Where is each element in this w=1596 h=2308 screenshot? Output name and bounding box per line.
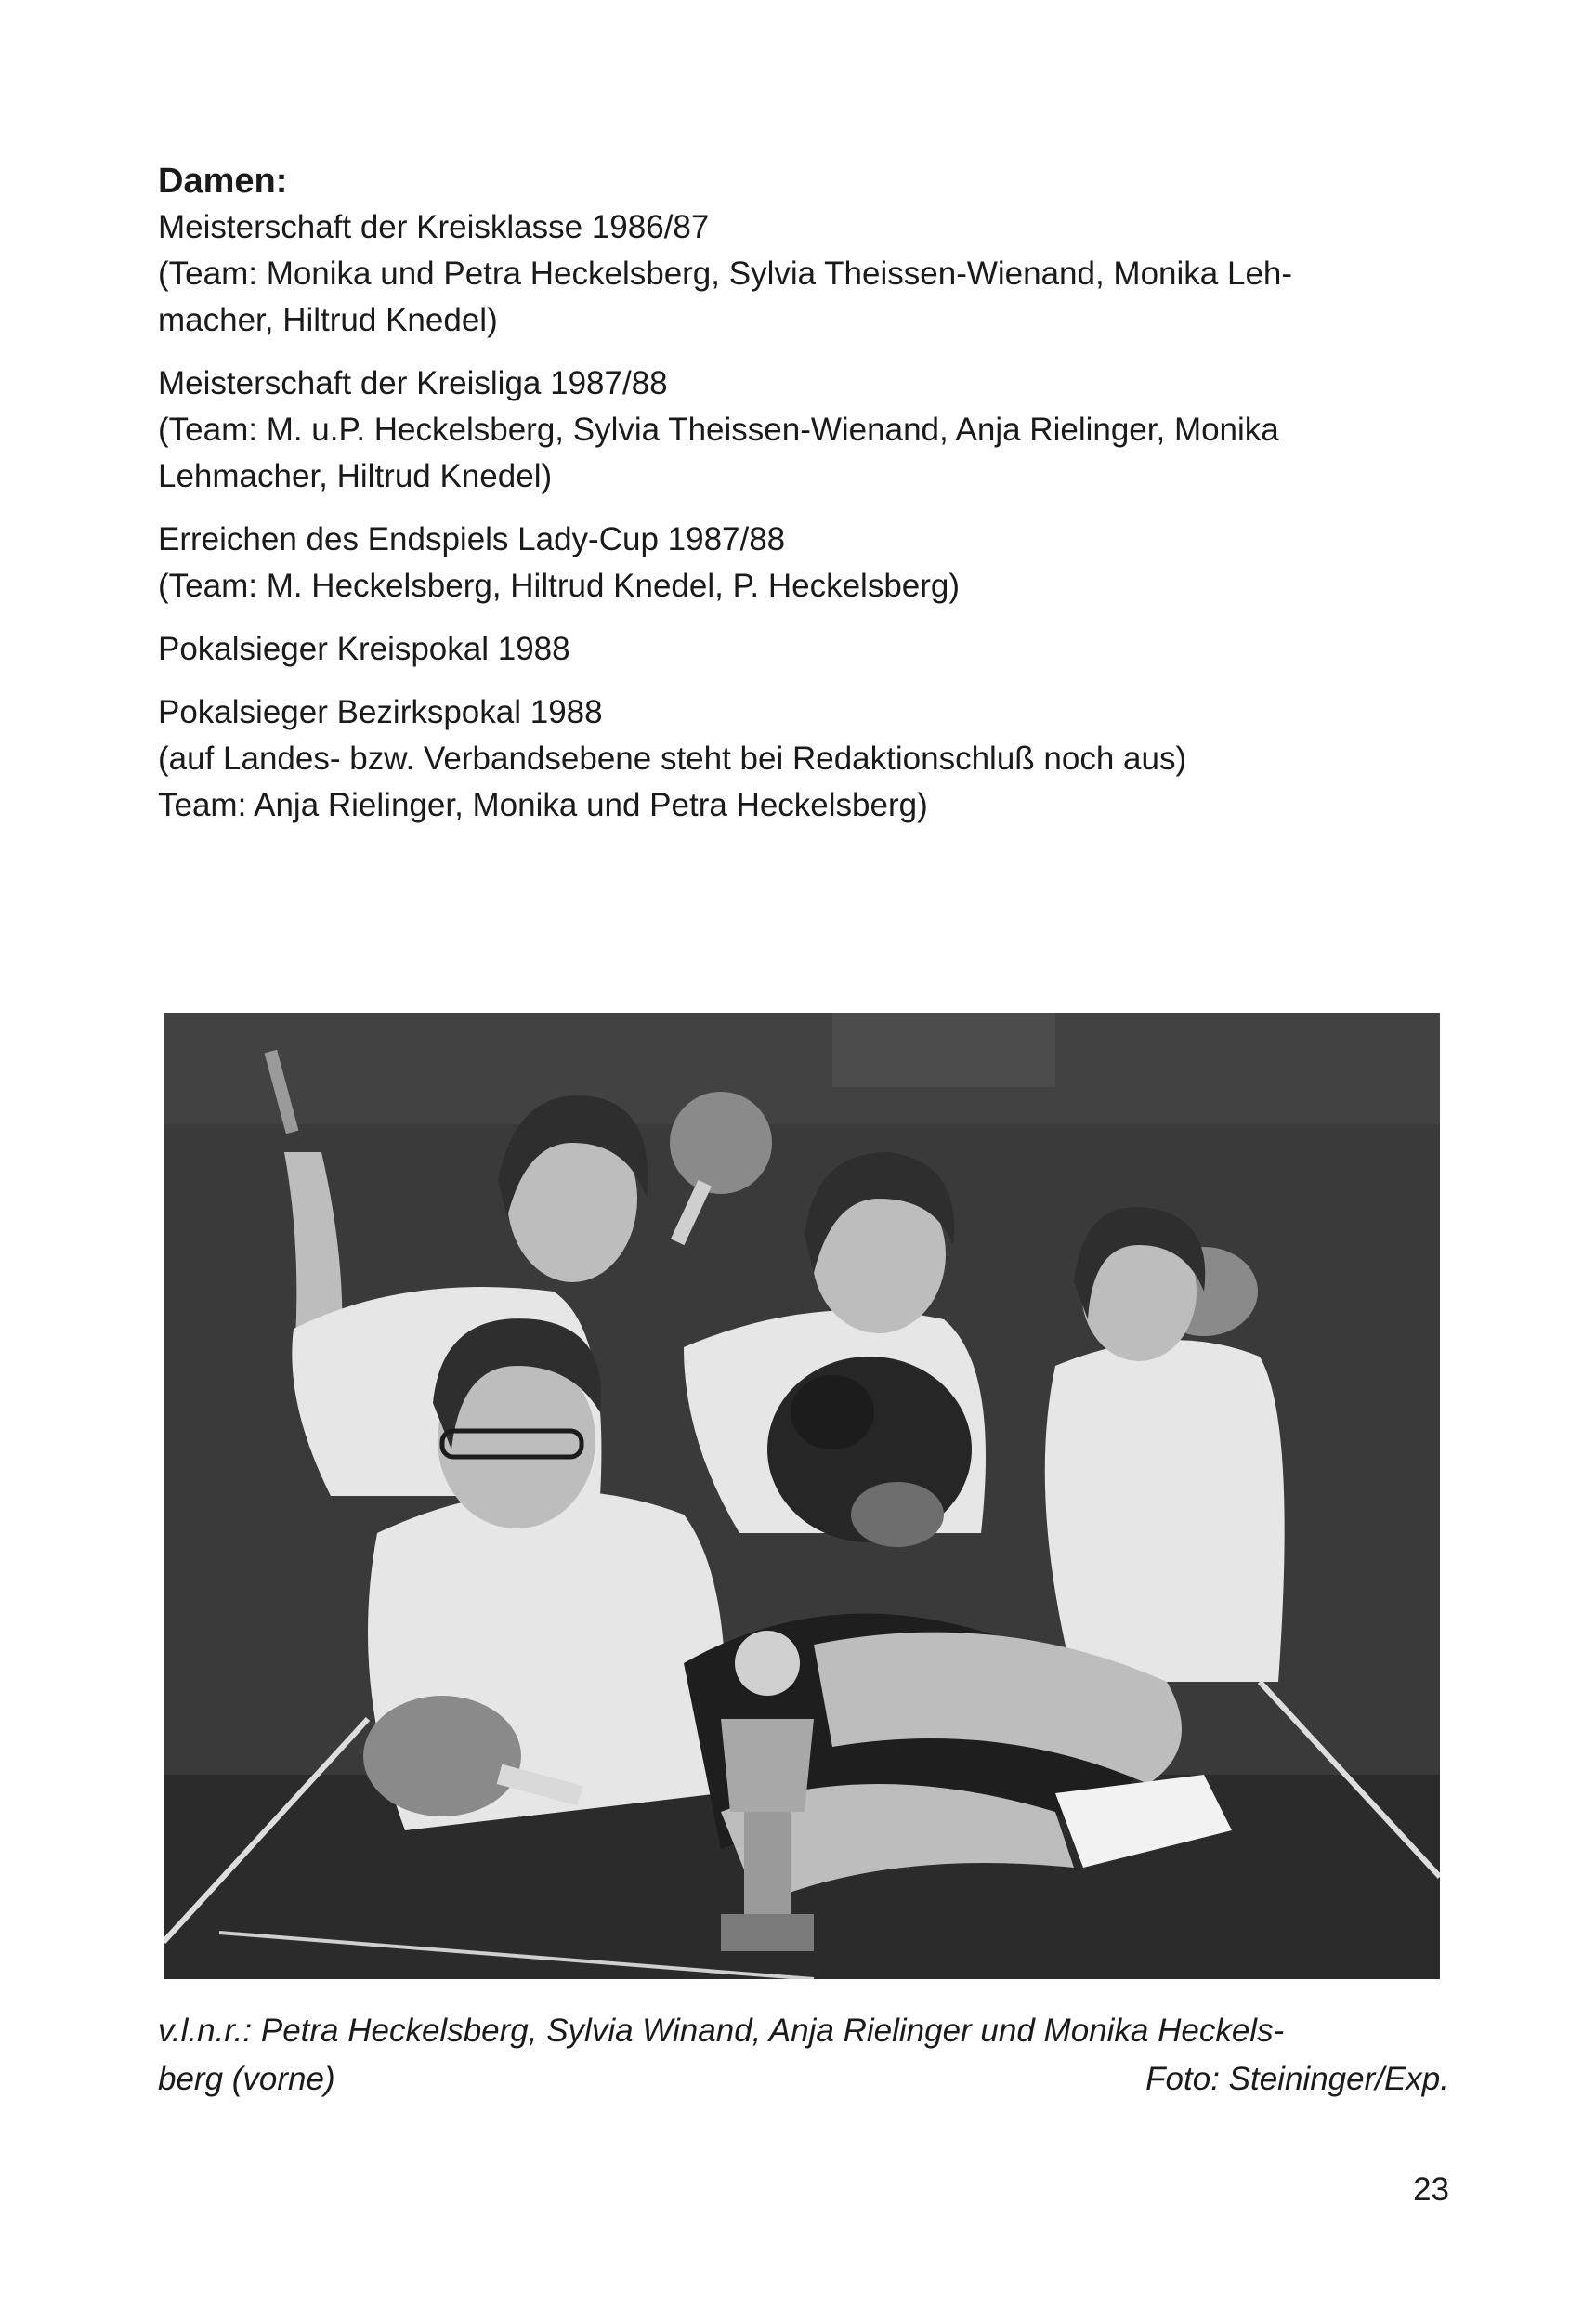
- text-line: Erreichen des Endspiels Lady-Cup 1987/88: [158, 521, 786, 557]
- achievement-kreispokal: [158, 626, 1459, 673]
- page-number: 23: [1413, 2171, 1449, 2208]
- team-photo: [164, 1013, 1440, 1979]
- text-line: Pokalsieger Kreispokal 1988: [158, 631, 570, 667]
- text-line: (Team: M. Heckelsberg, Hiltrud Knedel, P. Heckelsberg): [158, 568, 961, 604]
- text-line: Meisterschaft der Kreisklasse 1986/87: [158, 209, 710, 245]
- achievement-bezirkspokal: [158, 689, 1459, 829]
- caption-row: [158, 2055, 1449, 2104]
- achievement-lady-cup: [158, 517, 1459, 610]
- text-line: (auf Landes- bzw. Verbandsebene steht bei Redaktionschluß noch aus): [158, 741, 1187, 777]
- caption-line: berg (vorne): [158, 2061, 335, 2097]
- section-heading: Damen:: [158, 162, 288, 201]
- photo-credit: Foto: Steininger/Exp.: [1145, 2061, 1449, 2097]
- text-line: (Team: M. u.P. Heckelsberg, Sylvia Theissen-Wienand, Anja Rielinger, Monika: [158, 412, 1279, 448]
- text-line: macher, Hiltrud Knedel): [158, 302, 498, 338]
- achievement-kreisklasse: [158, 204, 1459, 344]
- text-line: Pokalsieger Bezirkspokal 1988: [158, 694, 603, 730]
- text-line: Meisterschaft der Kreisliga 1987/88: [158, 365, 668, 401]
- text-line: Team: Anja Rielinger, Monika und Petra Heckelsberg): [158, 787, 928, 823]
- caption-line: v.l.n.r.: Petra Heckelsberg, Sylvia Winand, Anja Rielinger und Monika Heckels-: [158, 2013, 1285, 2049]
- achievement-kreisliga: [158, 361, 1459, 500]
- photo-caption: [158, 2007, 1449, 2104]
- text-line: (Team: Monika und Petra Heckelsberg, Sylvia Theissen-Wienand, Monika Leh-: [158, 256, 1293, 292]
- article-text: [158, 158, 1459, 846]
- text-line: Lehmacher, Hiltrud Knedel): [158, 458, 553, 494]
